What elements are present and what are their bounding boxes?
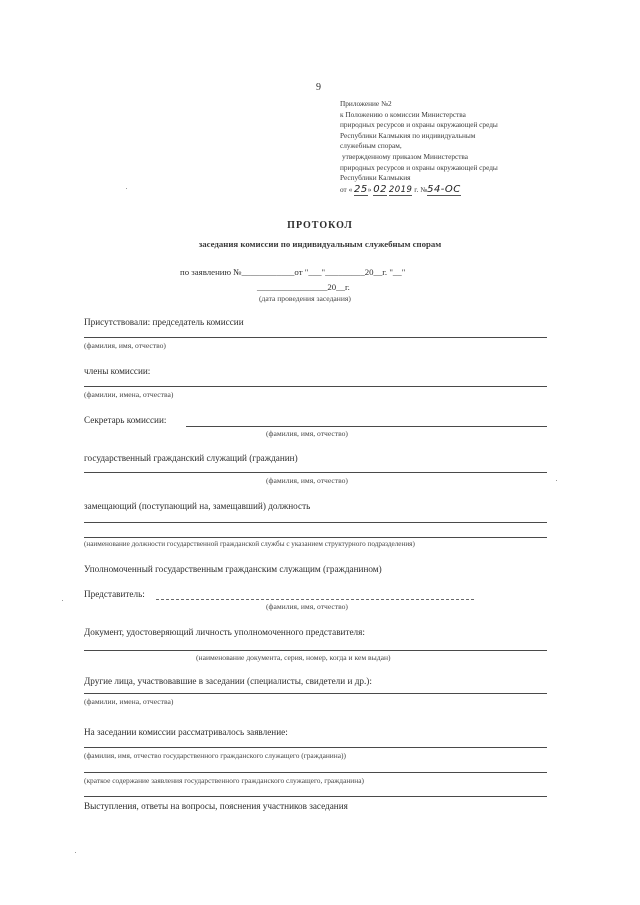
number-label: г. № (414, 184, 428, 194)
appendix-line: Приложение №2 (340, 99, 392, 108)
present-fill-line (84, 337, 547, 338)
handwritten-year: 2019 (388, 184, 413, 195)
day-close: » (367, 184, 372, 194)
date-caption: (дата проведения заседания) (259, 294, 351, 303)
document-subtitle: заседания комиссии по индивидуальным служебным спорам (198, 239, 442, 249)
scan-speck (556, 480, 557, 481)
members-caption: (фамилии, имена, отчества) (84, 390, 174, 399)
appendix-line: служебным спорам, (340, 141, 402, 151)
appendix-date-line (340, 185, 498, 196)
speeches-label: Выступления, ответы на вопросы, пояснения участников заседания (84, 801, 348, 811)
secretary-caption: (фамилия, имя, отчество) (266, 429, 348, 438)
appendix-line: Республики Калмыкия по индивидуальным (340, 130, 476, 140)
speeches-fill-line (84, 796, 547, 797)
document-caption: (наименование документа, серия, номер, когда и кем выдан) (196, 653, 391, 662)
appendix-block (340, 99, 498, 195)
appendix-line: природных ресурсов и охраны окружающей среды (340, 162, 498, 172)
position-fill-line-1 (84, 522, 547, 523)
servant-label: государственный гражданский служащий (гражданин) (84, 453, 298, 463)
document-fill-line (84, 650, 547, 651)
scan-speck (75, 852, 76, 853)
secretary-label: Секретарь комиссии: (84, 415, 167, 425)
date-prefix: от « (340, 184, 353, 194)
members-fill-line (84, 386, 547, 387)
appendix-line: природных ресурсов и охраны окружающей среды (340, 120, 498, 130)
date-line: ________________20__г. (257, 282, 350, 292)
document-title: ПРОТОКОЛ (287, 220, 353, 231)
others-label: Другие лица, участвовавшие в заседании (специалисты, свидетели и др.): (84, 676, 372, 686)
others-caption: (фамилии, имена, отчества) (84, 697, 174, 706)
summary-caption: (краткое содержание заявления государственного гражданского служащего, гражданина) (84, 776, 364, 785)
secretary-fill-line (186, 426, 547, 427)
handwritten-number: 54-ОС (427, 183, 461, 195)
representative-caption: (фамилия, имя, отчество) (266, 602, 348, 611)
statement-line: по заявлению №____________от "___"_________20__г. "__" (180, 267, 406, 277)
representative-fill-line (156, 599, 474, 600)
position-caption: (наименование должности государственной гражданской службы с указанием структурного подразделения) (84, 540, 415, 548)
appendix-line: утвержденному приказом Министерства (342, 151, 468, 161)
present-label: Присутствовали: председатель комиссии (84, 317, 244, 327)
position-label: замещающий (поступающий на, замещавший) должность (84, 501, 311, 511)
scan-speck (126, 188, 127, 189)
considered-caption: (фамилия, имя, отчество государственного гражданского служащего (гражданина)) (84, 751, 346, 760)
authorized-label: Уполномоченный государственным гражданским служащим (гражданином) (84, 564, 382, 574)
considered-label: На заседании комиссии рассматривалось заявление: (84, 727, 288, 737)
considered-fill-line (84, 747, 547, 748)
summary-fill-line (84, 772, 547, 773)
present-caption: (фамилия, имя, отчество) (84, 341, 166, 350)
servant-fill-line (84, 472, 547, 473)
scan-speck (62, 600, 63, 601)
servant-caption: (фамилия, имя, отчество) (266, 476, 348, 485)
page-number: 9 (316, 82, 321, 93)
members-label: члены комиссии: (84, 366, 151, 376)
appendix-line: Республики Калмыкия (340, 173, 411, 183)
handwritten-month: 02 (373, 183, 387, 195)
position-fill-line-2 (84, 537, 547, 538)
others-fill-line (84, 693, 547, 694)
handwritten-day: 25 (354, 183, 368, 195)
appendix-line: к Положению о комиссии Министерства (340, 109, 466, 119)
representative-label: Представитель: (84, 589, 145, 599)
document-label: Документ, удостоверяющий личность уполномоченного представителя: (84, 627, 365, 637)
